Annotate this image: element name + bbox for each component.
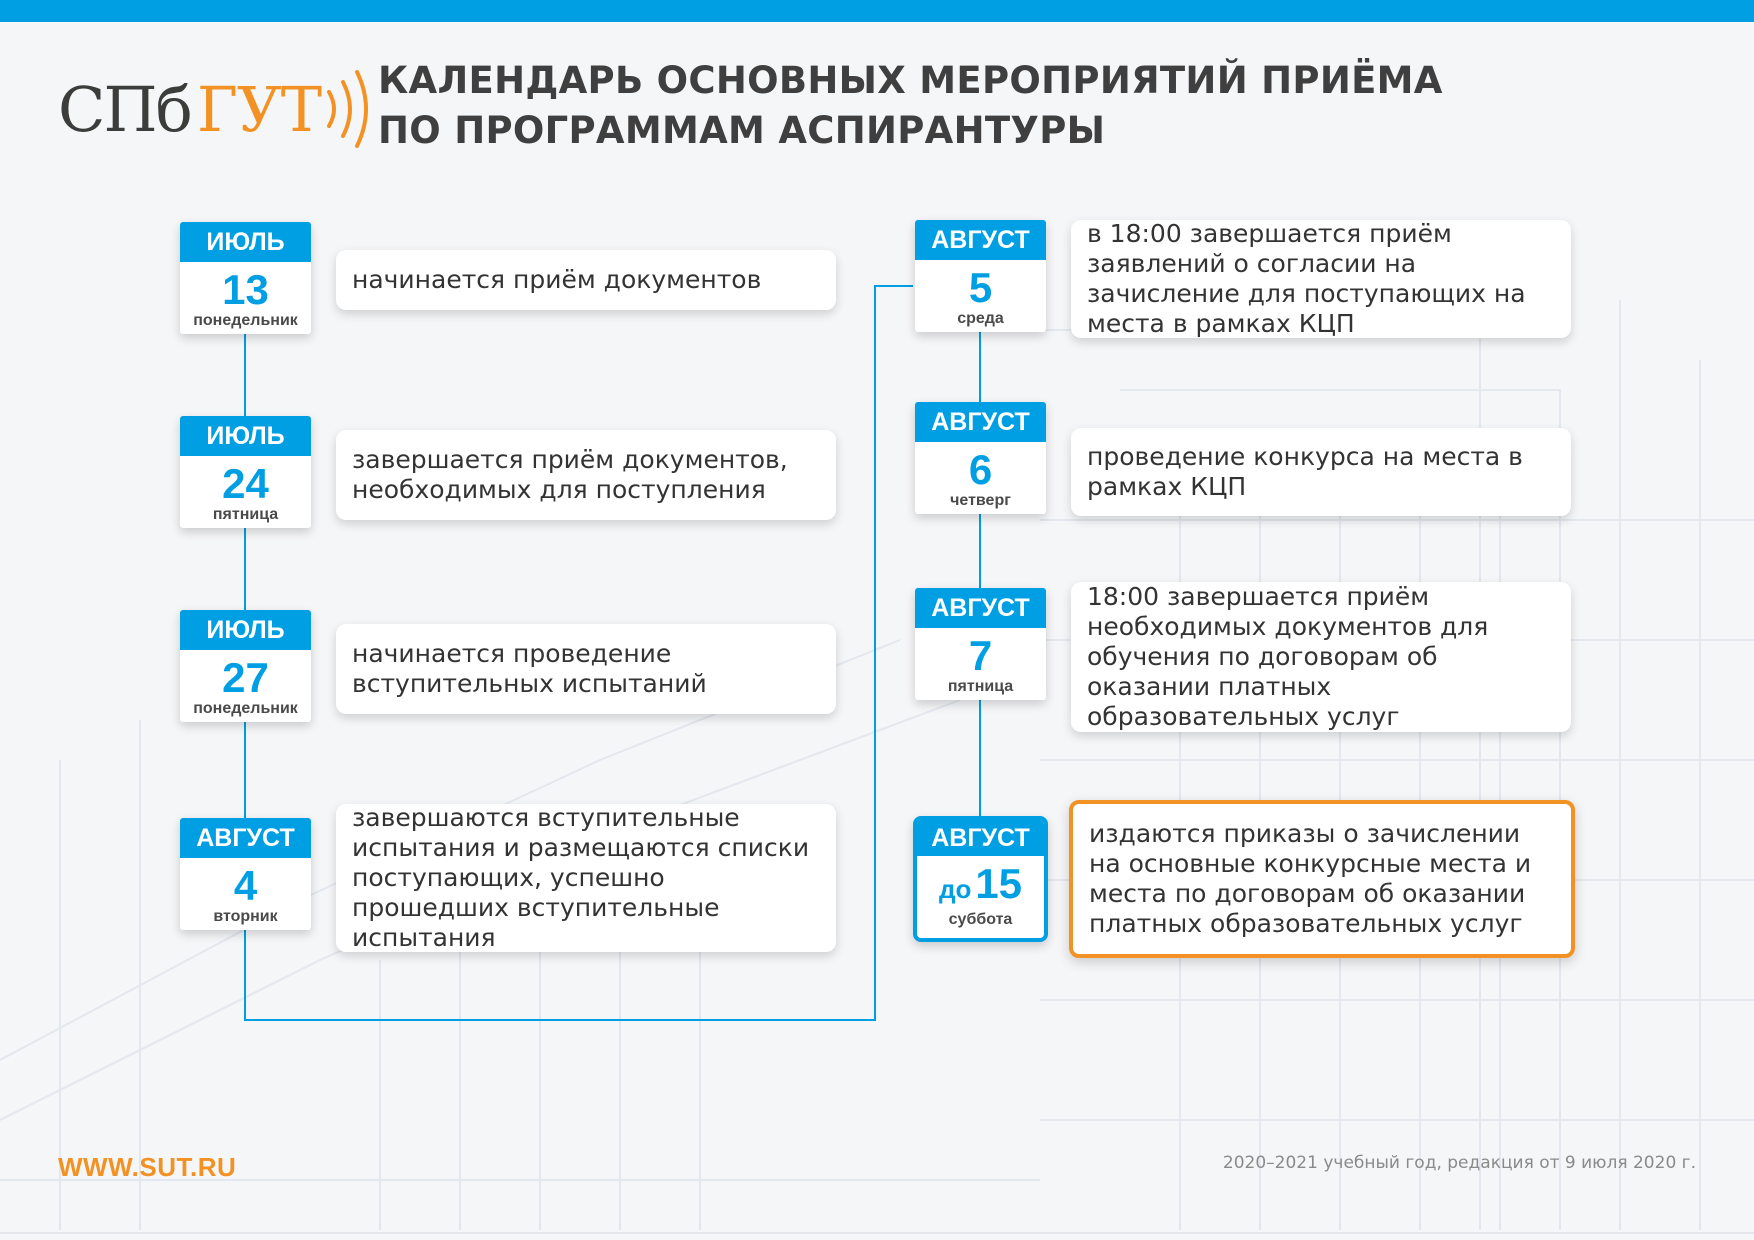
event-card-4 (336, 804, 836, 952)
date-card-aug-4 (180, 818, 311, 930)
event-card-3 (336, 624, 836, 714)
event-text: завершается приём документов, необходимых для поступления (352, 445, 788, 504)
event-card-6 (1071, 428, 1571, 516)
event-text: начинается проведение вступительных испытаний (352, 639, 707, 698)
weekday-label: пятница (947, 678, 1014, 695)
event-card-8-highlighted (1069, 800, 1575, 958)
date-card-jul-24 (180, 416, 311, 528)
event-text: завершаются вступительные испытания и размещаются списки поступающих, успешно прошедших вступительные испытания (352, 803, 810, 952)
day-number: 24 (222, 460, 269, 507)
day-prefix: до (938, 874, 972, 904)
weekday-label: четверг (950, 492, 1011, 509)
title-line-1: КАЛЕНДАРЬ ОСНОВНЫХ МЕРОПРИЯТИЙ ПРИЁМА (378, 59, 1443, 102)
title-line-2: ПО ПРОГРАММАМ АСПИРАНТУРЫ (378, 109, 1106, 152)
edition-note: 2020–2021 учебный год, редакция от 9 июля 2020 г. (1222, 1153, 1696, 1173)
month-label: ИЮЛЬ (180, 416, 311, 456)
month-label: АВГУСТ (915, 402, 1046, 442)
date-card-aug-7 (915, 588, 1046, 700)
day-number: 5 (968, 264, 993, 311)
day-number: 13 (222, 266, 269, 313)
day-number (917, 862, 1044, 911)
event-text: в 18:00 завершается приём заявлений о согласии на зачисление для поступающих на места в рамках КЦП (1087, 219, 1526, 338)
date-card-aug-5 (915, 220, 1046, 332)
month-label: ИЮЛЬ (180, 222, 311, 262)
event-text: 18:00 завершается приём необходимых документов для обучения по договорам об оказании платных образовательных услуг (1087, 582, 1489, 731)
day-value: 15 (975, 860, 1023, 907)
month-label: АВГУСТ (915, 220, 1046, 260)
day-number: 4 (233, 862, 258, 909)
event-text: проведение конкурса на места в рамках КЦП (1087, 442, 1523, 501)
month-label: ИЮЛЬ (180, 610, 311, 650)
weekday-label: среда (957, 310, 1004, 327)
weekday-label: пятница (212, 506, 279, 523)
month-label: АВГУСТ (180, 818, 311, 858)
day-number: 27 (222, 654, 269, 701)
day-number: 7 (968, 632, 993, 679)
website-link[interactable]: WWW.SUT.RU (58, 1152, 237, 1182)
event-card-7 (1071, 582, 1571, 732)
date-card-aug-15 (913, 816, 1048, 942)
weekday-label: вторник (213, 908, 278, 925)
month-label: АВГУСТ (917, 820, 1044, 856)
month-label: АВГУСТ (915, 588, 1046, 628)
event-text: издаются приказы о зачислении на основные конкурсные места и места по договорам об оказании платных образовательных услуг (1089, 819, 1532, 938)
date-card-jul-13 (180, 222, 311, 334)
logo-prefix: СПб (58, 72, 191, 146)
weekday-label: понедельник (193, 312, 298, 329)
date-card-aug-6 (915, 402, 1046, 514)
event-card-1 (336, 250, 836, 310)
weekday-label: понедельник (193, 700, 298, 717)
event-text: начинается приём документов (352, 265, 762, 294)
logo-name: ГУТ (196, 72, 322, 146)
event-card-5 (1071, 220, 1571, 338)
date-card-jul-27 (180, 610, 311, 722)
day-number: 6 (968, 446, 993, 493)
event-card-2 (336, 430, 836, 520)
weekday-label: суббота (948, 911, 1013, 928)
